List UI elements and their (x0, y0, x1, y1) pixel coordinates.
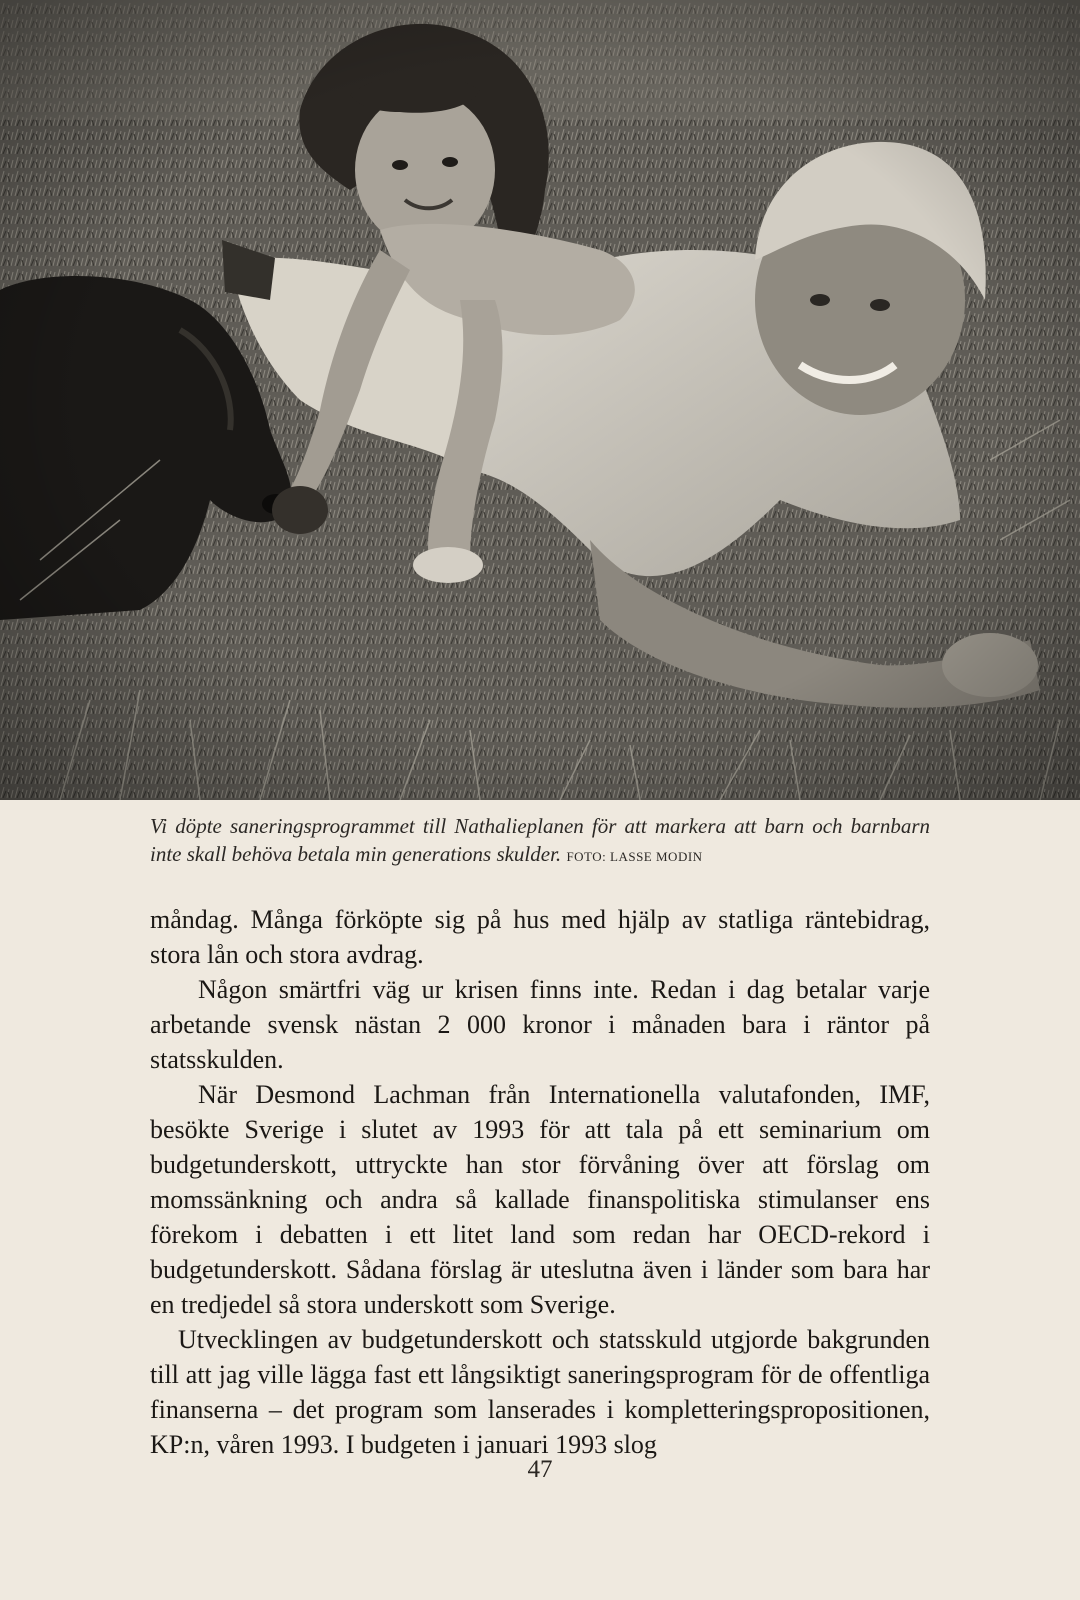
body-text (150, 902, 930, 1462)
photo-caption (150, 812, 930, 871)
paragraph-3: När Desmond Lachman från Internationella valutafonden, IMF, besökte Sverige i slutet av 1993 för att tala på ett seminarium om budgetunderskott, uttryckte han stor förvåning över att förslag om momssänkning och andra så kallade finanspolitiska stimulanser ens förekom i debatten i ett litet land som redan har OECD-rekord i budgetunderskott. Sådana förslag är uteslutna även i länder som bara har en tredjedel så stora underskott som Sverige. (150, 1080, 930, 1319)
caption-credit: FOTO: LASSE MODIN (566, 849, 703, 864)
page-number: 47 (527, 1456, 553, 1483)
paragraph-1: måndag. Många förköpte sig på hus med hjälp av statliga räntebidrag, stora lån och stora avdrag. (150, 905, 930, 969)
paragraph-2: Någon smärtfri väg ur krisen finns inte. Redan i dag betalar varje arbetande svensk nästan 2 000 kronor i månaden bara i räntor på statsskulden. (150, 975, 930, 1074)
caption-text: Vi döpte saneringsprogrammet till Nathalieplanen för att markera att barn och barnbarn inte skall behöva betala min generations skulder. (150, 814, 930, 866)
paragraph-4: Utvecklingen av budgetunderskott och statsskuld utgjorde bakgrunden till att jag ville lägga fast ett långsiktigt saneringsprogram för de offentliga finanserna – det program som lanserades i kompletteringspropositionen, KP:n, våren 1993. I budgeten i januari 1993 slog (150, 1325, 930, 1459)
